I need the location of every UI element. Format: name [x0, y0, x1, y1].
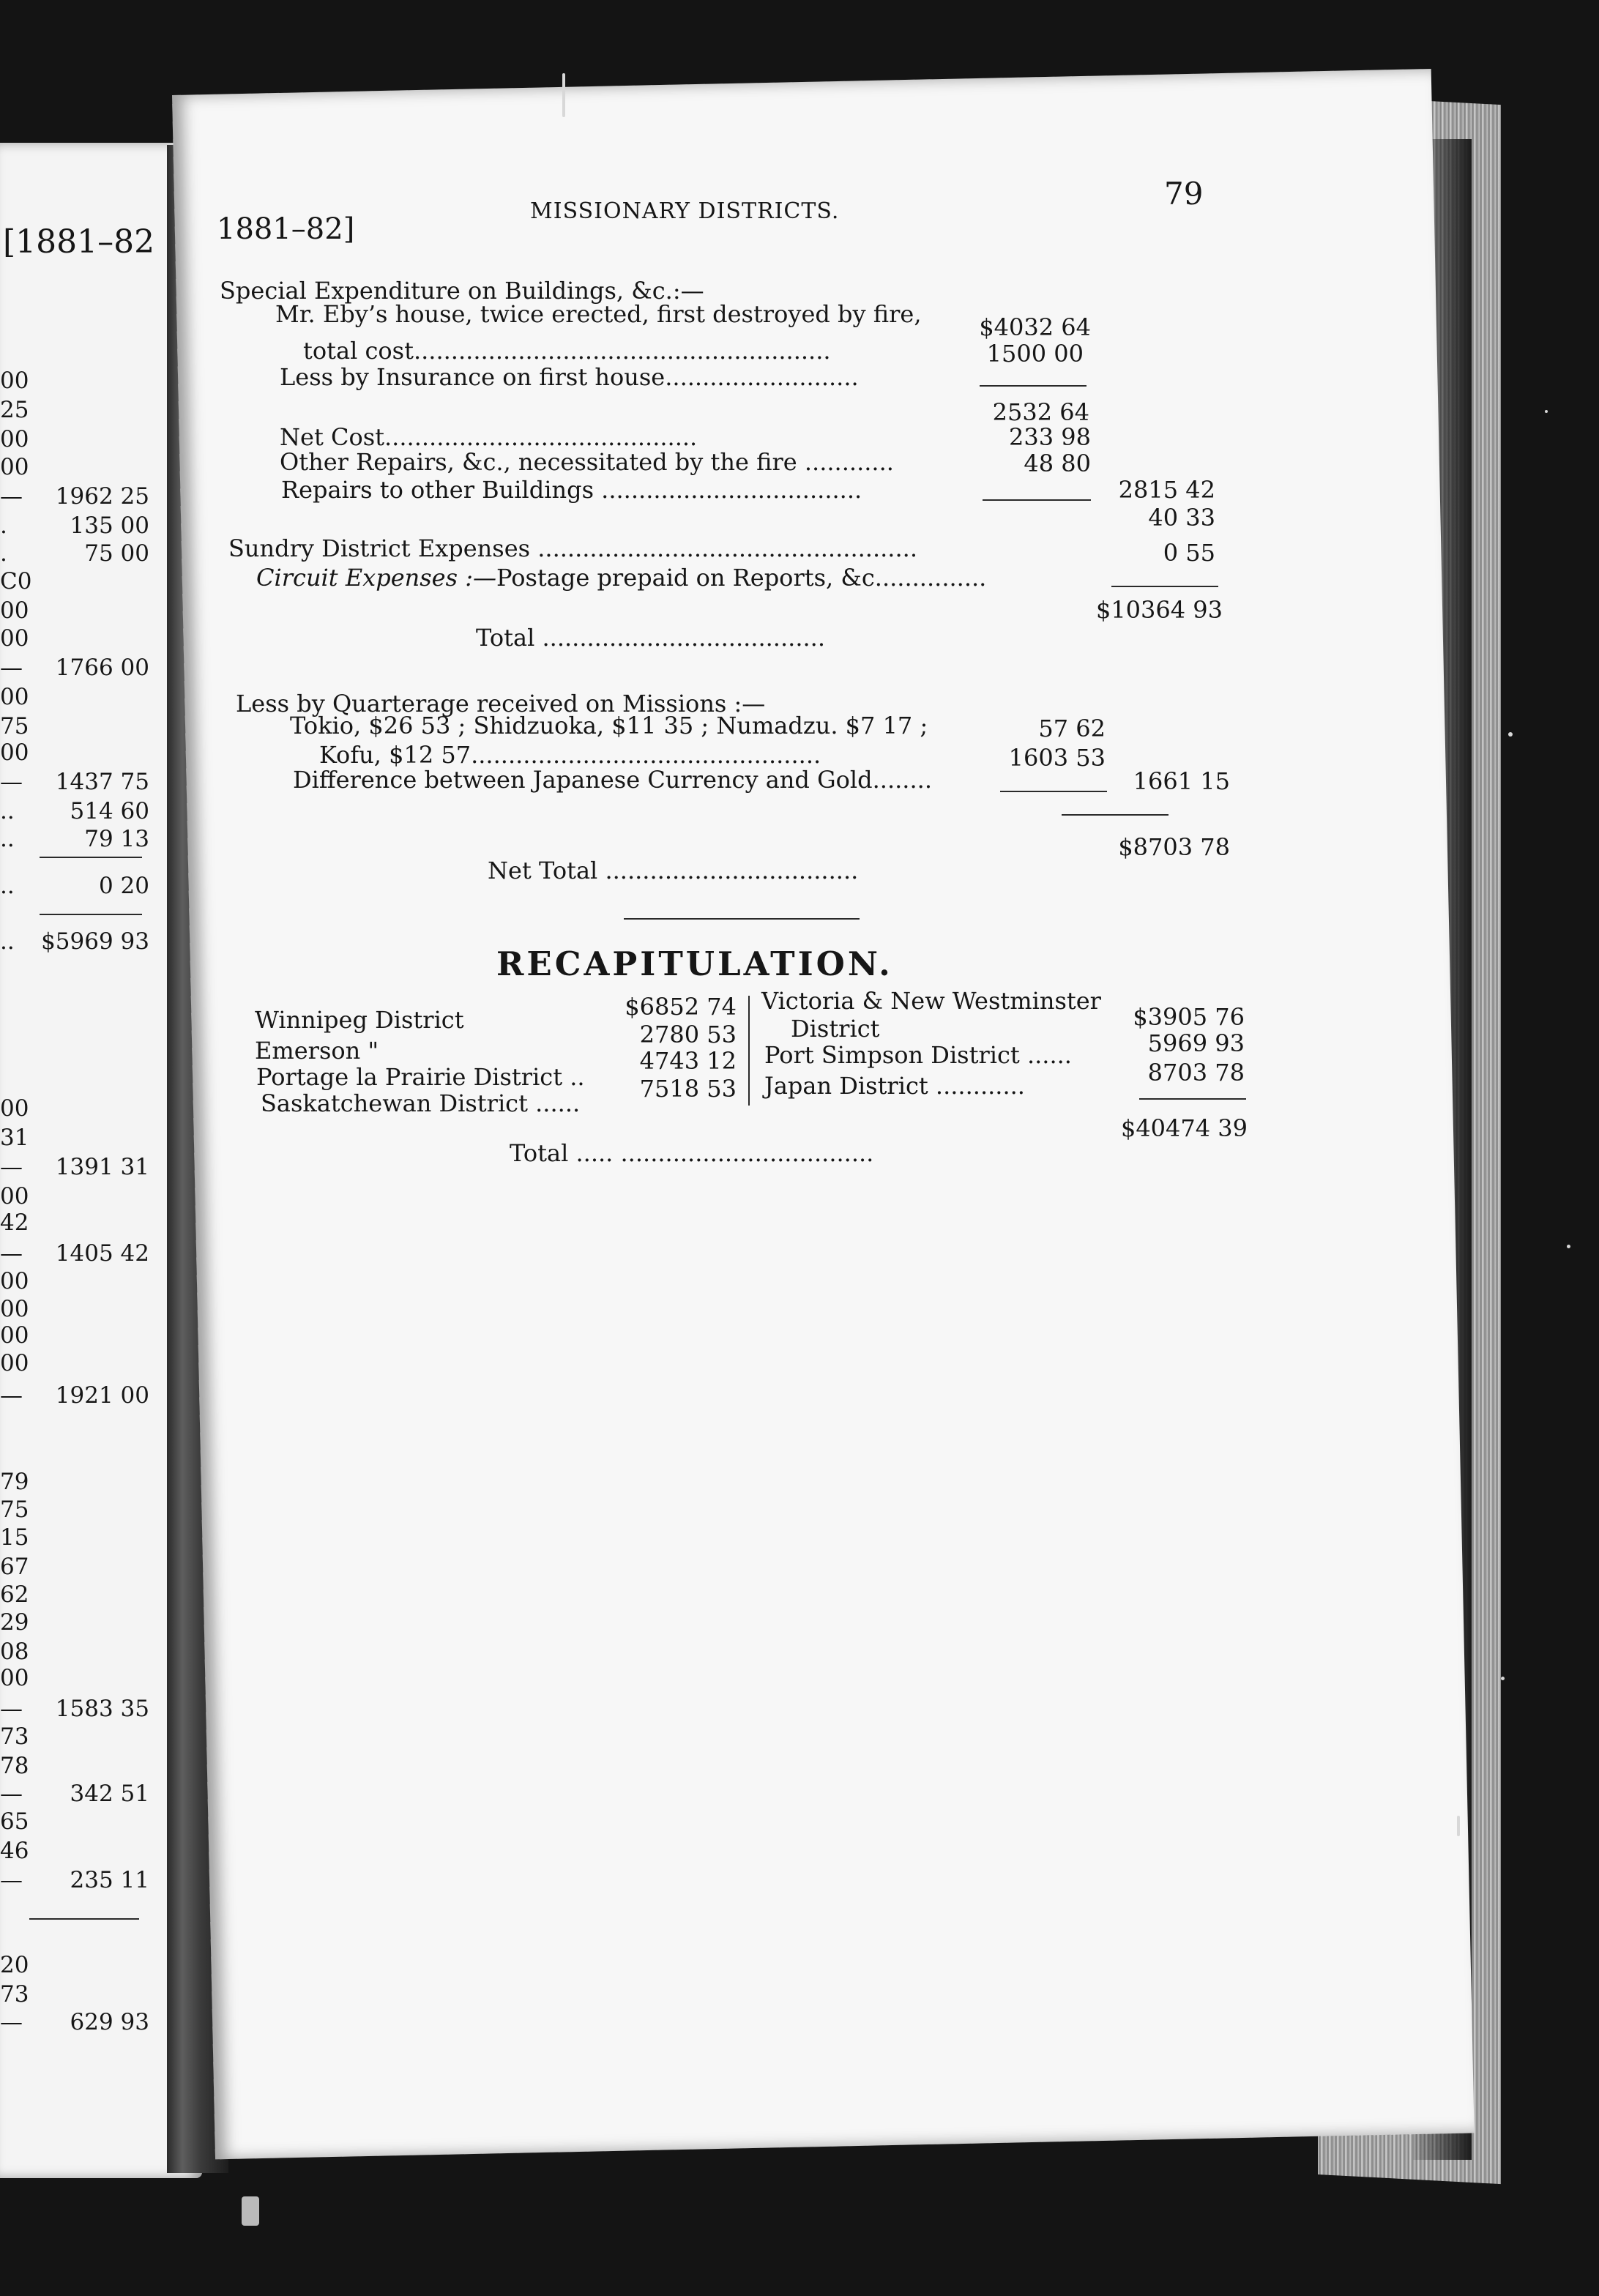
left-margin-amount: 0 20	[98, 873, 149, 899]
left-margin-fragment: 75	[0, 713, 29, 739]
other-repairs-label: Other Repairs, &c., necessitated by the fire	[280, 448, 797, 476]
rule	[29, 1918, 139, 1920]
difference-amount: 1603 53	[1008, 744, 1106, 772]
left-margin-fragment: 65	[0, 1808, 29, 1835]
rule	[1111, 586, 1218, 587]
left-margin-fragment: 00	[0, 368, 29, 394]
quarterage-heading: Less by Quarterage received on Missions :—	[236, 690, 766, 718]
grand-total-label: Total	[510, 1139, 569, 1167]
recap-right-label: District	[791, 1015, 880, 1043]
net-total-line	[488, 857, 858, 884]
left-margin-fragment: 73	[0, 1723, 29, 1750]
left-margin-amount: 235 11	[70, 1867, 149, 1893]
quarterage-line2	[319, 741, 821, 769]
left-margin-fragment: 73	[0, 1981, 29, 2008]
quarterage-kofu: Kofu, $12 57	[319, 741, 471, 769]
insurance-line	[280, 363, 859, 391]
leader-dots: ...............................................	[471, 741, 821, 769]
rule	[1062, 814, 1168, 816]
leader-dots: ..................................	[597, 857, 859, 884]
repairs-other-label: Repairs to other Buildings	[281, 476, 594, 504]
recap-column-divider	[748, 996, 750, 1106]
rule	[40, 857, 142, 858]
eby-house-line2	[303, 337, 831, 365]
repairs-other-amount: 48 80	[1024, 450, 1091, 477]
sundry-label: Sundry District Expenses	[228, 534, 531, 562]
left-margin-fragment: 00	[0, 739, 29, 766]
left-margin-fragment: 00	[0, 625, 29, 652]
left-margin-fragment: 31	[0, 1125, 29, 1151]
leader-dots: ..........................	[665, 363, 859, 391]
left-margin-amount: 1437 75	[55, 769, 149, 795]
eby-house-label: total cost	[303, 337, 414, 365]
left-margin-amount: 1583 35	[55, 1696, 149, 1722]
repairs-other-line	[281, 476, 862, 504]
left-margin-fragment: —	[0, 1867, 23, 1893]
left-margin-fragment: 25	[0, 397, 29, 423]
leader-dots: ..............	[881, 564, 987, 592]
recap-right-label: Victoria & New Westminster	[761, 987, 1101, 1015]
left-margin-fragment: 00	[0, 1296, 29, 1322]
insurance-label: Less by Insurance on first house	[280, 363, 666, 391]
left-margin-fragment: C0	[0, 568, 32, 594]
leader-dots: ............	[928, 1072, 1025, 1100]
leader-dots: ...................................................	[530, 534, 917, 562]
running-title: MISSIONARY DISTRICTS.	[530, 198, 840, 224]
net-total-amount: $8703 78	[1118, 833, 1230, 861]
left-margin-fragment: —	[0, 1382, 23, 1409]
left-margin-fragment: 42	[0, 1210, 29, 1236]
leader-dots: ........................................................	[413, 337, 831, 365]
left-margin-fragment: 29	[0, 1609, 29, 1636]
difference-line	[293, 766, 932, 794]
net-cost-line	[280, 423, 697, 451]
dust-speck	[562, 73, 565, 117]
left-margin-fragment: .	[0, 512, 7, 539]
leader-dots: ......................................	[534, 624, 825, 652]
left-margin-fragment: 67	[0, 1554, 29, 1580]
dust-speck	[1545, 410, 1548, 413]
recap-right-label-line	[764, 1072, 1025, 1100]
subtotal-amount: 2532 64	[992, 398, 1089, 426]
difference-label: Difference between Japanese Currency and Gold	[293, 766, 873, 794]
recap-left-label: Emerson "	[255, 1037, 379, 1065]
left-margin-amount: 1391 31	[55, 1154, 149, 1180]
dust-speck	[1508, 732, 1513, 737]
quarterage-amount: 57 62	[1038, 715, 1106, 742]
section-divider	[624, 918, 860, 920]
left-margin-fragment: 78	[0, 1753, 29, 1779]
recap-left-label: Portage la Prairie District ..	[256, 1063, 585, 1091]
left-margin-fragment: 46	[0, 1838, 29, 1864]
left-margin-fragment: 00	[0, 1350, 29, 1376]
left-margin-fragment: —	[0, 483, 23, 510]
other-repairs-amount: 233 98	[1009, 423, 1091, 451]
insurance-amount: 1500 00	[986, 340, 1084, 368]
left-margin-amount: 1962 25	[55, 483, 149, 510]
recap-left-amount: 2780 53	[639, 1021, 737, 1048]
circuit-amount: 0 55	[1163, 539, 1215, 567]
left-margin-fragment: 00	[0, 454, 29, 480]
left-margin-fragment: 00	[0, 426, 29, 452]
left-margin-fragment: 15	[0, 1524, 29, 1551]
net-total-label: Net Total	[488, 857, 598, 884]
grand-total-amount: $40474 39	[1120, 1114, 1248, 1142]
circuit-label-italic: Circuit Expenses :—	[256, 564, 496, 592]
sundry-line	[228, 534, 917, 562]
recap-right-label: Japan District	[764, 1072, 928, 1100]
total-line	[476, 624, 825, 652]
other-repairs-line	[280, 448, 894, 476]
dust-speck	[242, 2196, 259, 2226]
special-total: 2815 42	[1118, 476, 1215, 504]
left-margin-fragment: —	[0, 1154, 23, 1180]
circuit-line	[256, 564, 986, 592]
recap-right-amount: 8703 78	[1147, 1059, 1245, 1086]
special-heading: Special Expenditure on Buildings, &c.:—	[220, 277, 704, 305]
left-margin-fragment: 00	[0, 1183, 29, 1210]
left-margin-amount: 79 13	[84, 826, 149, 852]
left-margin-fragment: ..	[0, 798, 15, 824]
left-margin-fragment: —	[0, 2009, 23, 2035]
dust-speck	[1567, 1245, 1570, 1248]
recap-left-label: Saskatchewan District ......	[261, 1089, 581, 1117]
left-margin-amount: 1766 00	[55, 655, 149, 681]
left-margin-amount: 342 51	[70, 1781, 149, 1807]
recap-left-amount: $6852 74	[625, 993, 737, 1021]
recap-right-amount: $3905 76	[1133, 1003, 1245, 1031]
left-running-head: [1881–82	[3, 223, 155, 261]
grand-total-line	[510, 1139, 873, 1167]
net-cost-label: Net Cost	[280, 423, 384, 451]
recap-left-amount: 7518 53	[639, 1075, 737, 1103]
dust-speck	[1501, 1677, 1505, 1680]
left-margin-fragment: —	[0, 1696, 23, 1722]
left-margin-fragment: ..	[0, 826, 15, 852]
running-head-year: 1881–82]	[217, 212, 355, 246]
recap-left-amount: 4743 12	[639, 1047, 737, 1075]
leader-dots: ..... ..................................	[568, 1139, 874, 1167]
left-margin-fragment: 79	[0, 1469, 29, 1495]
sundry-amount: 40 33	[1148, 504, 1215, 532]
rule	[1139, 1098, 1246, 1100]
left-margin-fragment: —	[0, 655, 23, 681]
leader-dots: ............	[797, 448, 894, 476]
left-margin-fragment: —	[0, 769, 23, 795]
leader-dots: ...................................	[593, 476, 862, 504]
left-margin-amount: 629 93	[70, 2009, 149, 2035]
recap-title: RECAPITULATION.	[496, 944, 893, 983]
left-margin-amount: $5969 93	[41, 928, 149, 955]
left-margin-fragment: ..	[0, 873, 15, 899]
left-margin-fragment: —	[0, 1781, 23, 1807]
leader-dots: ........	[872, 766, 932, 794]
deduction-total: 1661 15	[1133, 767, 1230, 795]
page-number: 79	[1164, 176, 1204, 212]
left-margin-fragment: 08	[0, 1639, 29, 1665]
left-margin-fragment: 00	[0, 1665, 29, 1691]
left-margin-fragment: 20	[0, 1952, 29, 1978]
recap-right-label: Port Simpson District ......	[764, 1041, 1072, 1069]
recap-left-label: Winnipeg District	[255, 1006, 464, 1034]
total-label: Total	[476, 624, 535, 652]
left-margin-fragment: —	[0, 1240, 23, 1267]
total-amount: $10364 93	[1095, 596, 1223, 624]
left-margin-fragment: 00	[0, 1095, 29, 1122]
left-margin-amount: 75 00	[84, 540, 149, 567]
left-margin-amount: 1921 00	[55, 1382, 149, 1409]
eby-house-amount: $4032 64	[979, 313, 1091, 341]
recap-right-amount: 5969 93	[1147, 1029, 1245, 1057]
left-margin-fragment: 00	[0, 684, 29, 710]
circuit-label-rest: Postage prepaid on Reports, &c.	[496, 564, 882, 592]
left-margin-amount: 1405 42	[55, 1240, 149, 1267]
rule	[40, 914, 142, 915]
eby-house-line1: Mr. Eby’s house, twice erected, first destroyed by fire,	[275, 300, 922, 328]
leader-dots: ..........................................	[384, 423, 698, 451]
left-margin-amount: 135 00	[70, 512, 149, 539]
left-margin-fragment: 00	[0, 597, 29, 624]
left-margin-fragment: 75	[0, 1496, 29, 1523]
left-margin-fragment: 00	[0, 1322, 29, 1349]
left-margin-fragment: ..	[0, 928, 15, 955]
left-margin-fragment: 00	[0, 1268, 29, 1294]
rule	[980, 385, 1086, 387]
left-margin-amount: 514 60	[70, 798, 149, 824]
left-margin-fragment: .	[0, 540, 7, 567]
dust-speck	[1457, 1816, 1460, 1836]
left-margin-fragment: 62	[0, 1581, 29, 1608]
quarterage-line1: Tokio, $26 53 ; Shidzuoka, $11 35 ; Numadzu. $7 17 ;	[290, 712, 928, 739]
